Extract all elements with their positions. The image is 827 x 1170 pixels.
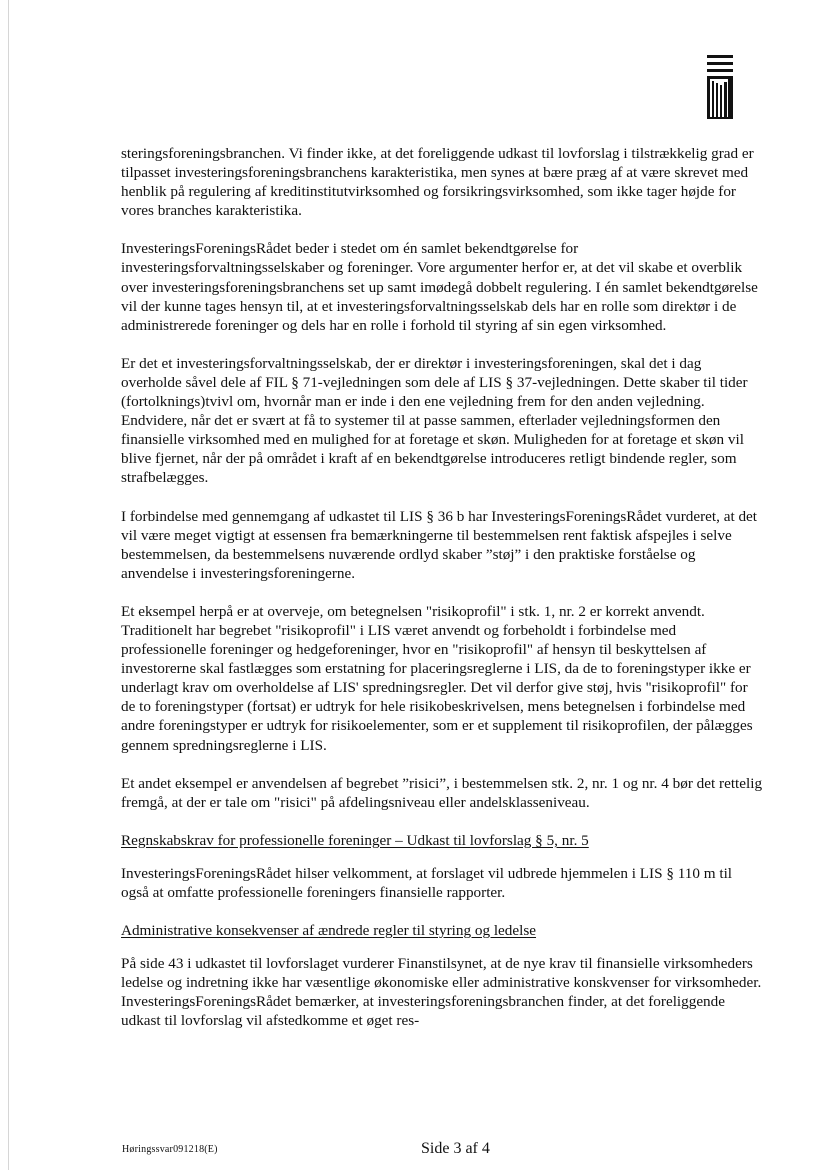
paragraph-6: Et andet eksempel er anvendelsen af begrebet ”risici”, i bestemmelsen stk. 2, nr. 1 og nr. 4 bør det rettelig fremgå, at der er tale om "risici" på afdelingsniveau eller andelsklasseniveau.	[121, 774, 763, 811]
paragraph-2: InvesteringsForeningsRådet beder i stedet om én samlet bekendtgørelse for investeringsforvaltningsselskaber og foreninger. Vore argumenter herfor er, at det vil skabe et overblik over investeringsforeningsbranchens set up samt imødegå dobbelt regulering. I én samlet bekendtgørelse vil der kunne tages hensyn til, at et investeringsforvaltningsselskab dels har en rolle som direktør i de administrerede foreninger og dels har en rolle i forhold til styring af sin egen virksomhed.	[121, 240, 758, 334]
scan-edge-line	[8, 0, 9, 1170]
footer-reference: Høringssvar091218(E)	[122, 1144, 218, 1155]
paragraph-8: På side 43 i udkastet til lovforslaget vurderer Finanstilsynet, at de nye krav til finansielle virksomheders ledelse og indretning ikke har væsentlige økonomiske eller administrative konskvenser for virksomheder. InvesteringsForeningsRådet bemærker, at investeringsforeningsbranchen finder, at det foreliggende udkast til lovforslag vil afstedkomme et øget res-	[121, 955, 762, 1030]
paragraph-7: InvesteringsForeningsRådet hilser velkomment, at forslaget vil udbrede hjemmelen i LIS § 110 m til også at omfatte professionelle foreningers finansielle rapporter.	[121, 864, 733, 901]
page-number: Side 3 af 4	[421, 1140, 490, 1157]
paragraph-1: steringsforeningsbranchen. Vi finder ikke, at det foreliggende udkast til lovforslag i tilstrækkelig grad er tilpasset investeringsforeningsbranchens karakteristika, men synes at bære præg af at være skrevet med henblik på regulering af kreditinstitutvirksomhed og forsikringsvirksomhed, som ikke tager højde for vores branches karakteristika.	[121, 145, 754, 220]
paragraph-3: Er det et investeringsforvaltningsselskab, der er direktør i investeringsforeningen, skal det i dag overholde såvel dele af FIL § 71-vejledningen som dele af LIS § 37-vejledningen. Dette skaber til tider (fortolknings)tvivl om, hvornår man er inde i den ene vejledning frem for den anden vejledning. Endvidere, når det er svært at få to systemer til at passe sammen, efterlader vejledningsformen den finansielle virksomhed med en mulighed for at foretage et skøn. Muligheden for at foretage et skøn vil blive fjernet, når der på området i kraft af en bekendtgørelse introduceres retligt bindende regler, som strafbelægges.	[121, 354, 748, 487]
document-body	[121, 144, 763, 1050]
section-heading-accounting: Regnskabskrav for professionelle foreninger – Udkast til lovforslag § 5, nr. 5	[121, 831, 589, 849]
section-heading-administrative: Administrative konsekvenser af ændrede regler til styring og ledelse	[121, 922, 537, 940]
paragraph-5: Et eksempel herpå er at overveje, om betegnelsen "risikoprofil" i stk. 1, nr. 2 er korrekt anvendt. Traditionelt har begrebet "risikoprofil" i LIS været anvendt og forbeholdt i forbindelse med professionelle foreninger og hedgeforeninger, hvor en "risikoprofil" af hensyn til beskyttelsen af investorerne skal fastlægges som erstatning for placeringsreglerne i LIS, da de to foreningstyper ikke er underlagt krav om overholdelse af LIS' spredningsregler. Det vil derfor give støj, hvis "risikoprofil" for de to foreningstyper (fortsat) er udtryk for hele risikobeskrivelsen, mens betegnelsen i forbindelse med andre foreningstyper er udtryk for risikoelementer, som er et supplement til risikoprofilen, der pålægges gennem spredningsreglerne i LIS.	[121, 602, 753, 754]
paragraph-4: I forbindelse med gennemgang af udkastet til LIS § 36 b har InvesteringsForeningsRådet vurderet, at det vil være meget vigtigt at essensen fra bemærkningerne til bestemmelsen rent faktisk afspejles i selve bestemmelsen, da bestemmelsens nuværende ordlyd skaber ”støj” i den praktiske forståelse og anvendelse i investeringsforeningerne.	[121, 507, 758, 582]
organization-logo-icon	[707, 55, 733, 121]
